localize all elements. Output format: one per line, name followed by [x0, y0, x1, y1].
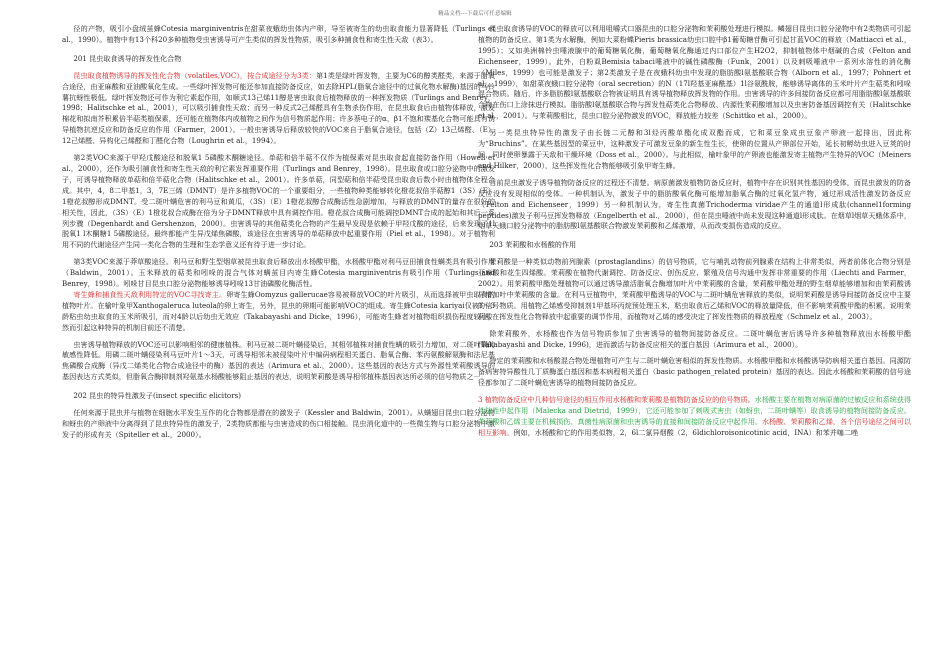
highlight-crosstalk: 水杨酸、茉莉酸和乙烯，各个信号途径之间可以相互影响。: [478, 417, 911, 437]
left-paragraph-1: 径的产物，吸引小盘绒茧蜂Cotesia marginiventris在甜菜夜蛾幼虫体内产卵，导至被寄生的幼虫取食能力显著降低（Turlings et al.，1990）。植物中有13个科20多种植物受虫害诱导可产生类似的挥发性物质，吸引多种捕食性和寄生性天敌（表3）。: [62, 24, 495, 44]
left-paragraph-6: 虫害诱导植物释放的VOC还可以影响相邻的健康植株。利马豆被二斑叶螨侵染后，其相邻植株对捕食性螨的吸引力增加，对二斑叶螨的敏感性降低。用磷二斑叶螨侵染利马豆叶片1～3天，可诱导相邻未被侵染叶片中编码病程相关蛋白、脂氧合酶、苯丙氨酸解氨酶和法尼基焦磷酸合成酶（异戊二烯类化合物合成途径中的酶）基因的表达（Arimura et al.，2000）。这些基因的表达方式与外源性茉莉酸诱导的基因表达方式类似，但脂氧合酶抑制剂羟氨基水杨酸能够阻止基因的表达，说明茉莉酸是诱导相邻植株基因表达所必须的信号物质之一。: [62, 339, 495, 382]
right-paragraph-1: 昆虫取食诱导的VOC的释放可以利用咀嚼式口器昆虫的口腔分泌物和茉莉酸处理进行模拟。鳞翅目昆虫口腔分泌物中有2类物质可引起植物的防备反应。第1类为水解酶，例如大菜粉蝶Pieris brassica幼虫口腔中β1葡萄糖苷酶可引起甘蓝VOC的释放（Mattiacci et al.，1995）；又如美洲棉铃虫唾液腺中的葡萄糖氧化酶，葡萄糖氧化酶通过内口部位产生H2O2，抑制植物体中烟碱的合成（Felton and Eichenseer，1999）。此外，白粉虱Bemisia tabaci唾液中的碱性磷酸酶（Funk，2001）以及刺吸唾液中一系列水溶性的消化酶（Miles，1999）也可能是激发子；第2类激发子是在夜蛾科幼虫中发现的脂肪酸l氨基酸联合物（Alborn et al.，1997；Pohnert et al.，1999），如甜菜夜蛾口腔分泌物（oral secretion）的N（17l羟基亚麻酰基）1l谷氨酰胺，能够诱导离体的玉米叶片产生萜类和吲哚混合物质。随后，许多脂肪酸l氨基酸联合物被证明具有诱导植物释放挥发物的作用。虫害诱导的许多间接防备反应都可用脂肪酸l氨基酸联合物在伤口上涂抹进行模拟。脂肪酸l氨基酸联合物与挥发性萜类化合物释放、内源性茉莉酸增加以及虫害防备基因调控有关（Halitschke et al.，2001）。与茉莉酸相比，昆虫口腔分泌物激发的VOC，释放能力较差（Schittko et al.，2000）。: [478, 24, 911, 121]
right-paragraph-5: 除茉莉酸外，水杨酸也作为信号物质参加了虫害诱导的植物间接防备反应。二斑叶螨危害后诱导许多种植物释放出水杨酸甲酯(Takabayashi and Dicke, 1996)，进而激活与防备反应相关的蛋白基因（Arimura et al.，2000）。: [478, 328, 911, 349]
highlight-volatiles: 昆虫取食植物诱导的挥发性化合物（volatiles,VOC），按合成途径分为3类：: [73, 70, 317, 80]
left-paragraph-5-text: 卵寄生蜂Oomyzus gallerucae容易被释放VOC的叶片吸引，从而选择被甲虫取食的植物叶片。在榆叶象甲Xanthogaleruca luteola的卵上寄生，另外，昆虫的卵期可能影响VOC的组成。寄生蜂Cotesia kariyai仅被1～3龄粘虫幼虫取食的玉米所吸引，而对4龄以后幼虫无效应（Takabayashi and Dicke，1996），可能寄生蜂者对植物组织损伤程度较小，然而引起这种特异的机制目前还不清楚。: [62, 289, 495, 332]
page-header: 精品文档---下载后可任意编辑: [438, 11, 512, 17]
section-heading-202: 202 昆虫的特异性激发子(insect specific elicitors): [73, 391, 241, 401]
section-heading-201: 201 昆虫取食诱导的挥发性化合物: [73, 53, 182, 63]
left-paragraph-2: [62, 71, 495, 147]
right-column: [478, 24, 911, 439]
section-heading-203: 203 茉莉酸和水杨酸的作用: [489, 240, 577, 250]
highlight-salicylic-jasmonic: 水杨酸主要在植物对病原菌的过敏反应和系统获得性抗性中起作用（Malecka and Dietrid，1999），它还可能参加了刺吸式害虫（如蚜虫，二斑叶螨等）取食诱导的植物间接防备反应。茉莉酸和乙烯主要在机械损伤、真菌性病原菌和虫害诱导的直接和间接防备反应中起作用。: [478, 395, 912, 426]
left-paragraph-5: [62, 290, 495, 334]
left-paragraph-7: 任何来源于昆虫并与植物在细胞水平发生互作的化合物都是潜在的激发子（Kessler and Baldwin，2001）。从螨翅目昆虫口腔分泌物和蚜虫的产卵液中分离得到了昆虫特异性的激发子，2类物质都能与虫害造成的伤口相接触。昆虫消化道中的一些微生物与口腔分泌物中激发子的形成有关（Spiteller et al.，2000）。: [62, 408, 495, 439]
left-column: [62, 24, 495, 441]
right-paragraph-6: 特定的茉莉酸和水杨酸混合物处理植物可产生与二斑叶螨危害相似的挥发性物质。水杨酸甲酯和水杨酸诱导防病相关蛋白基因。同源防备病害特异酸性几丁质酶蛋白基因和基本病程相关蛋白（basic pathogen_related protein）基因的表达。因此水杨酸和茉莉酸的信号途径都参加了二斑叶螨危害诱导的植物间接防备反应。: [478, 356, 911, 388]
left-paragraph-3: 第2类VOC来源于甲羟戊酸途径和脱氧1 5磷酸木酮糖途径。单萜和倍半萜不仅作为植保素对昆虫取食起直接防备作用（Howell et al.，2000），还作为吸引捕食性和寄生性天敌的利它素发挥重要作用（Turlings and Benrey，1998）。昆虫取食或口腔分泌物中的激发子，可诱导植物释放单萜和倍半萜化合物（Halitschke et al.，2001）。许多单萜，同型萜和倍半萜受昆虫取食后数小时由植物体全程合成。其中，4，8二甲基1，3，7E三烯（DMNT）是许多植物VOC的一个重要组分，一些植物种类能够转化橙花叔倍半萜醇1（3S）（E）1橙花叔醇形成DMNT。受二斑叶螨危害的利马豆和黄瓜，（3S）（E）1橙花叔醇合成酶活性急剧增加，与释放的DMNT的量存在很好的相关性，因此，（3S）（E）1橙花叔合成酶在倍为分子DMNT释放中具有调控作用。橙花叔合成酶可能调控DMNT合成的起始和其后一系列步骤（Degenhardt and Gershenzon，2000）。虫害诱导的其他萜类化合物的产生最早发现是依赖于甲羟戊酸的途径，后来发现了1l脱氧1 l木酮糖1 5磷酸途径。最终都能产生异戊烯焦磷酸，该途径在虫害诱导的单萜释放中起重要作用（Piel et al.，1998）。对于植物利用不同的代谢途径产生同一类化合物的生理和生态学意义还有待于进一步讨论。: [62, 153, 495, 250]
highlight-signal-pathways: 3 植物防备反应中几种信号途径的相互作用水杨酸和茉莉酸是植物防备反应的信号物质。: [478, 395, 755, 405]
right-paragraph-4: 茉莉酸是一种类似动物前列腺素（prostaglandins）的信号物质，它与哺乳动物前列腺素在结构上非常类似，两者前体化合物分别是亚麻酸和花生四烯酸。茉莉酸在植物代谢调控、防备反应、创伤反应、繁殖及信号沟通中发挥非常重要的作用（Liechti and Farmer，2002）。用茉莉酸甲酯处理植物可以通过诱导激活脂氧合酶增加叶片中茉莉酸的含量，茉莉酸甲酯处理的野生烟草能够增加和由茉莉酸诱导增加叶中茉莉酸的含量。在利马豆植物中，茉莉酸甲酯诱导的VOC与二斑叶螨危害释放的类似，说明茉莉酸是诱导间接防备反应中主要的信号物质。用植物乙烯感受抑制剂1甲基环丙烷预处理玉米，粘虫取食后乙烯和VOC的释放量降低，但不影响茉莉酸甲酯的积累。说明茉莉酸在挥发性化合物释放中起重要的调节作用，而植物对乙烯的感受决定了挥发性物质的释放程度（Schmelz et al.，2003）。: [478, 257, 911, 321]
right-paragraph-3: 目前昆虫激发子诱导植物防备反应的过程还不清楚。病原菌激发植物防备反应时，植物中存在识别其性基因的受体，而昆虫激发的防备反应没有发现相似的受体。一种机制认为，激发子中的脂肪酸氧化酶可能增加脂氧合酶的过氧化氢产物，通过形成活性激发防备反应（Felton and Eichenseer，1999）另一种机制认为，寄生性真菌Trichoderma viridae产生的通道l形成肽(channel1forming peptides)激发子利马豆挥发物释放（Engelberth et al.，2000），但在昆虫唾液中尚未发现这种通道l形成肽。在烟草l烟草天蛾体系中，烟草天蛾口腔分泌物中的脂肪酸l氨基酸联合物激发茉莉酸和乙烯激增，从而改变损伤造成的反应。: [478, 177, 911, 231]
right-paragraph-7: [478, 395, 911, 439]
right-paragraph-7-text: 例如，水杨酸和它的作用类似物，2，6l二氯异烟酸（2，6ldichloroisonicotinic acid，INA）和苯并噻二唑: [513, 427, 859, 437]
highlight-parasitoids: 寄生蜂和捕食性天敌利用特定的VOC寻找寄主。: [73, 289, 227, 299]
left-paragraph-2-text: 第1类是绿叶挥发物，主要为C6的醇类醛类，来源于脂氧合途径，由亚麻酸和亚油酸氧化生成。一些绿叶挥发物可能还参加直接防备反应，如去除HPL(脂氧合途径中的过氧化物水解酶)基因的马铃薯抗蚜性极低。绿叶挥发物还可作为利它素起作用，如顺式13己烯11醇是害虫取食后植物释放的一种挥发物质（Turlings and Benrey，1998；Halitschke et al.，2001），可以吸引捕食性天敌；而另一种反式2己烯醛具有生物杀伤作用，在昆虫取食后由植物体释放，激发棉花和拟南芥积累倍半萜类植保素，还可能在植物体内或植物之间作为信号物质起作用；许多萘电子的α，β1不饱和羰基化合物可能具有诱导植物抗逆反应和防备反应的作用（Farmer，2001）。一般虫害诱导后释放较快的VOC来自于脂氧合途径，包括（Z）13己烯醛、（E）12己烯醛、异构化己烯醛和丁醛化合物（Loughrin et al.，1994）。: [62, 70, 495, 146]
right-paragraph-2: 另一类昆虫特异性的激发子由长链二元醇和3l烃丙酸单酯化成双酯而成，它和菜豆象成虫豆象产卵液一起排出，因此称为“Bruchins”。在某些基因型的菜豆中，这种激发子可激发豆象的新生性生长，使卵的位置从产卵部位开始，延长初孵幼虫进入豆荚的时间，同时使卵暴露于天敌和干燥环境（Doss et al.，2000）。与此相似，榆叶象甲的产卵液也能激发寄主植物产生特异的VOC（Meiners and Hilker，2000），这些挥发性化合物能够吸引象甲寄生蜂。: [478, 128, 911, 170]
left-paragraph-4: 第3类VOC来源于莽草酸途径。利马豆和野生型烟草被昆虫取食后释放出水杨酸甲酯，水杨酸甲酯对利马豆田捕食性螨类具有吸引作用（Baldwin，2001）。玉米释放的萜类和吲哚的混合气体对螨茧目内寄生蜂Cotesia marginiventris有吸引作用（Turlings and Benrey，1998）。吲哚甘目昆虫口腔分泌物能够诱导吲哚13甘油磷酸化酶活性。: [62, 257, 495, 289]
